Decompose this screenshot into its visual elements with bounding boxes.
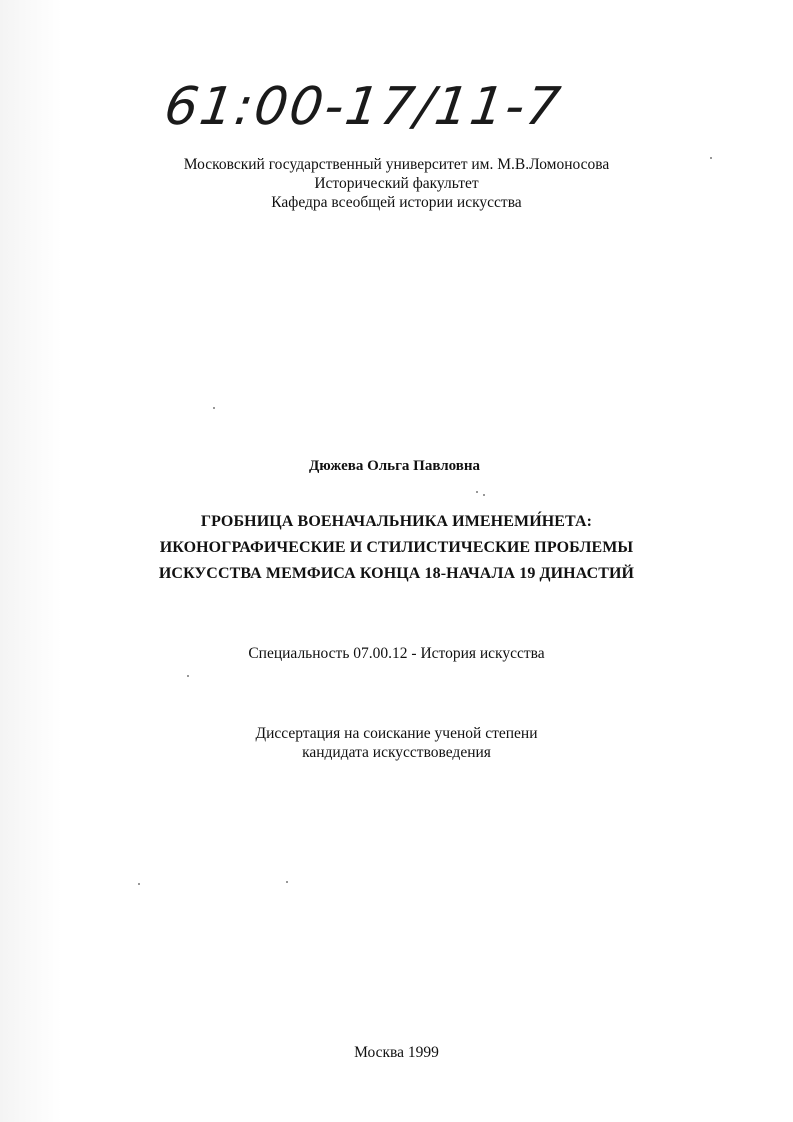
degree-line-1: Диссертация на соискание ученой степени: [255, 725, 538, 742]
scan-speck: [286, 881, 288, 883]
degree-block: [0, 724, 793, 762]
university-name: Московский государственный университет им. М.В.Ломоносова: [183, 156, 610, 173]
title-line-1: ГРОБНИЦА ВОЕНАЧАЛЬНИКА ИМЕНЕМИ́НЕТА:: [200, 513, 593, 530]
scan-speck: [138, 883, 140, 885]
faculty-name: Исторический факультет: [314, 175, 479, 192]
scan-speck: [710, 157, 712, 159]
place-and-year: Москва 1999: [354, 1044, 439, 1061]
institution-block: [0, 155, 793, 212]
scan-speck: [187, 675, 189, 677]
handwritten-archive-number: 61:00-17/11-7: [160, 77, 566, 137]
title-line-2: ИКОНОГРАФИЧЕСКИЕ И СТИЛИСТИЧЕСКИЕ ПРОБЛЕМЫ: [159, 539, 634, 556]
department-name: Кафедра всеобщей истории искусства: [271, 194, 522, 211]
dissertation-title: [0, 509, 793, 587]
title-line-3: ИСКУССТВА МЕМФИСА КОНЦА 18-НАЧАЛА 19 ДИНАСТИЙ: [158, 565, 635, 582]
scan-speck: [483, 494, 485, 496]
scan-speck: [476, 491, 478, 493]
author-name: Дюжева Ольга Павловна: [308, 458, 481, 474]
scan-speck: [213, 407, 215, 409]
degree-line-2: кандидата искусствоведения: [302, 744, 491, 761]
specialty: Специальность 07.00.12 - История искусства: [248, 645, 545, 662]
